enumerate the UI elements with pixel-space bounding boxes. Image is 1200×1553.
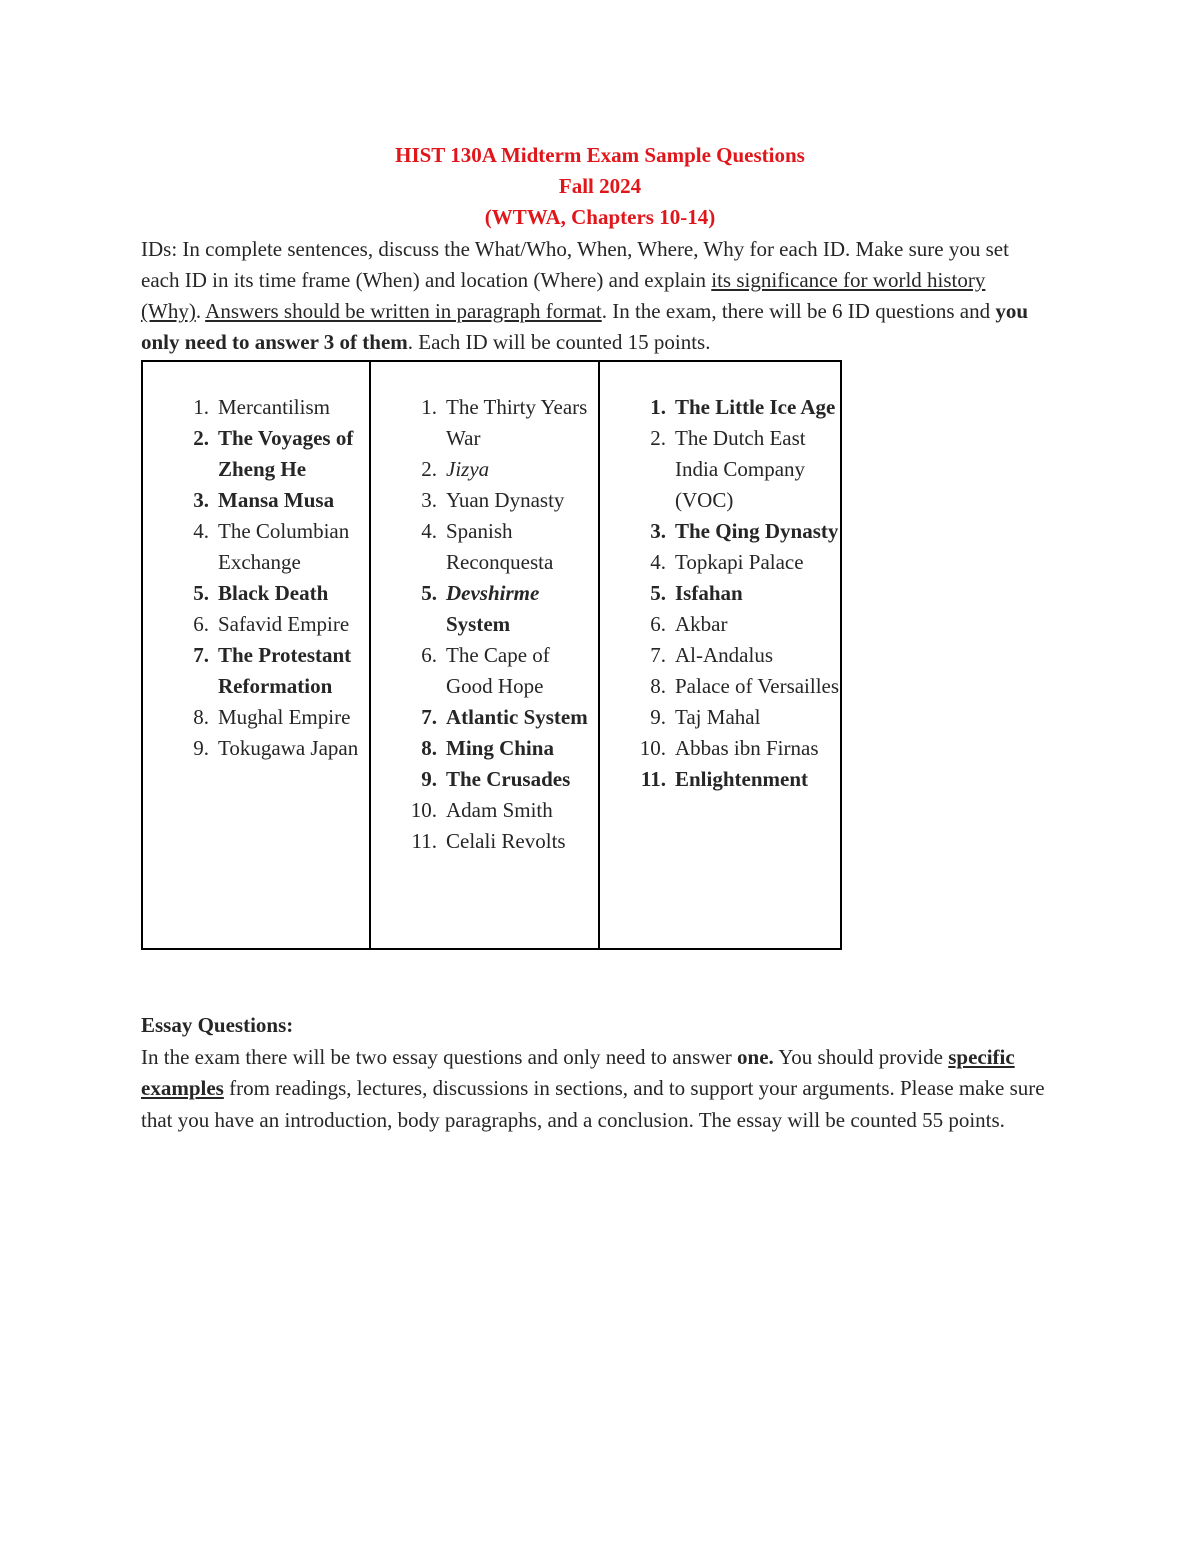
ids-text-4: . Each ID will be counted 15 points. <box>407 330 711 354</box>
essay-heading: Essay Questions: <box>141 1013 294 1037</box>
id-item-number: 11. <box>640 767 666 791</box>
id-item-text: Ming China <box>446 736 554 760</box>
id-item-text: The Columbian Exchange <box>218 519 350 574</box>
document-title: HIST 130A Midterm Exam Sample Questions <box>395 143 805 167</box>
id-item-number: 7. <box>650 643 666 667</box>
id-item-text: Spanish Reconquesta <box>446 519 554 574</box>
id-list-item <box>600 764 840 795</box>
id-list-item <box>600 547 840 578</box>
ids-text-1: IDs: In complete sentences, discuss the What/Who, When, Where, Why for each ID. Make sure you set each ID in its time frame (When) and location (Where) and explain <box>141 237 1009 292</box>
id-item-number: 4. <box>421 519 437 543</box>
ids-instructions <box>141 234 1046 358</box>
document-header <box>0 140 1200 233</box>
ids-underline-significance: its significance for world history (Why) <box>141 268 986 323</box>
id-item-number: 4. <box>193 519 209 543</box>
id-list-item <box>371 795 598 826</box>
id-item-number: 8. <box>193 705 209 729</box>
id-list-item <box>600 392 840 423</box>
id-column-3 <box>599 361 841 949</box>
id-item-number: 5. <box>193 581 209 605</box>
id-list-item <box>371 764 598 795</box>
id-list-item <box>143 733 369 764</box>
id-item-text: The Qing Dynasty <box>675 519 839 543</box>
essay-text-1: In the exam there will be two essay questions and only need to answer <box>141 1044 738 1069</box>
id-item-number: 8. <box>421 736 437 760</box>
id-item-text: Black Death <box>218 581 329 605</box>
id-item-text: Yuan Dynasty <box>446 488 565 512</box>
id-item-text: The Cape of Good Hope <box>446 643 550 698</box>
id-item-number: 3. <box>650 519 666 543</box>
id-item-text: Devshirme <box>446 581 540 605</box>
essay-bold-specific-examples: specific examples <box>141 1044 1015 1100</box>
id-list-item <box>371 826 598 857</box>
id-item-text: Atlantic System <box>446 705 588 729</box>
id-item-number: 5. <box>650 581 666 605</box>
id-list-item <box>143 640 369 702</box>
id-list-item <box>600 578 840 609</box>
id-list-2 <box>371 392 598 857</box>
id-item-text: Mercantilism <box>218 395 330 419</box>
id-list-item <box>371 454 598 485</box>
id-list-item <box>371 640 598 702</box>
id-item-number: 10. <box>410 798 437 822</box>
id-item-number: 7. <box>193 643 209 667</box>
id-list-3 <box>600 392 840 795</box>
id-item-number: 11. <box>411 829 437 853</box>
id-list-item <box>600 423 840 516</box>
id-list-item <box>143 578 369 609</box>
ids-text-3: . In the exam, there will be 6 ID questions and <box>601 299 996 323</box>
id-list-item <box>371 733 598 764</box>
id-item-text: The Crusades <box>446 767 571 791</box>
id-list-item <box>371 578 598 640</box>
id-list-item <box>600 733 840 764</box>
id-item-number: 6. <box>421 643 437 667</box>
id-list-item <box>143 392 369 423</box>
id-list-item <box>143 423 369 485</box>
id-item-number: 3. <box>193 488 209 512</box>
id-item-number: 10. <box>639 736 666 760</box>
term-label: Fall 2024 <box>558 174 642 198</box>
id-item-number: 7. <box>421 705 437 729</box>
id-list-item <box>600 671 840 702</box>
id-item-number: 2. <box>193 426 209 450</box>
id-item-text: Akbar <box>675 612 728 636</box>
id-item-text: The Voyages of Zheng He <box>218 426 354 481</box>
id-item-text: The Thirty Years War <box>446 395 588 450</box>
id-item-number: 3. <box>421 488 437 512</box>
id-terms-table <box>141 360 842 950</box>
id-item-number: 9. <box>421 767 437 791</box>
id-list-1 <box>143 392 369 764</box>
id-list-item <box>600 640 840 671</box>
id-item-number: 1. <box>193 395 209 419</box>
id-list-item <box>143 485 369 516</box>
id-item-text: Celali Revolts <box>446 829 566 853</box>
ids-underline-paragraph: Answers should be written in paragraph format <box>205 299 602 323</box>
id-item-number: 1. <box>650 395 666 419</box>
id-item-text: Mansa Musa <box>218 488 335 512</box>
id-list-item <box>600 609 840 640</box>
id-item-number: 9. <box>193 736 209 760</box>
ids-bold-answer-three: you only need to answer 3 of them <box>141 299 1029 354</box>
id-item-number: 2. <box>421 457 437 481</box>
essay-text-2: You should provide <box>773 1044 949 1069</box>
id-item-text: The Little Ice Age <box>675 395 836 419</box>
id-item-text: The Protestant Reformation <box>218 643 352 698</box>
id-item-text: Abbas ibn Firnas <box>675 736 819 760</box>
id-item-text: Topkapi Palace <box>675 550 804 574</box>
id-item-number: 6. <box>650 612 666 636</box>
essay-section <box>141 1010 1051 1136</box>
id-item-text: Al-Andalus <box>675 643 773 667</box>
id-item-number: 2. <box>650 426 666 450</box>
id-item-text: Safavid Empire <box>218 612 350 636</box>
id-list-item <box>371 485 598 516</box>
id-item-text: Palace of Versailles <box>675 674 840 698</box>
id-item-text: Isfahan <box>675 581 743 605</box>
id-item-text: Tokugawa Japan <box>218 736 359 760</box>
essay-bold-one: one. <box>737 1044 774 1069</box>
id-item-suffix: System <box>446 612 511 636</box>
id-column-2 <box>370 361 599 949</box>
id-list-item <box>371 516 598 578</box>
essay-instructions <box>141 1042 1051 1137</box>
id-item-number: 6. <box>193 612 209 636</box>
id-list-item <box>600 516 840 547</box>
chapters-label: (WTWA, Chapters 10-14) <box>484 205 716 229</box>
id-list-item <box>143 702 369 733</box>
id-item-number: 1. <box>421 395 437 419</box>
id-item-number: 5. <box>421 581 437 605</box>
id-item-text: Jizya <box>446 457 490 481</box>
id-list-item <box>143 516 369 578</box>
ids-text-2: . <box>195 299 206 323</box>
id-item-text: Mughal Empire <box>218 705 351 729</box>
id-column-1 <box>142 361 370 949</box>
id-item-number: 4. <box>650 550 666 574</box>
id-item-text: The Dutch East India Company (VOC) <box>675 426 806 512</box>
id-list-item <box>600 702 840 733</box>
essay-text-3: from readings, lectures, discussions in sections, and to support your arguments. Please make sure that you have an introduction, body paragraphs, and a conclusion. The essay will be counted 55 points. <box>141 1076 1045 1132</box>
id-item-number: 9. <box>650 705 666 729</box>
id-list-item <box>371 702 598 733</box>
id-list-item <box>371 392 598 454</box>
id-item-number: 8. <box>650 674 666 698</box>
id-item-text: Enlightenment <box>675 767 809 791</box>
id-item-text: Adam Smith <box>446 798 553 822</box>
id-item-text: Taj Mahal <box>675 705 761 729</box>
id-list-item <box>143 609 369 640</box>
